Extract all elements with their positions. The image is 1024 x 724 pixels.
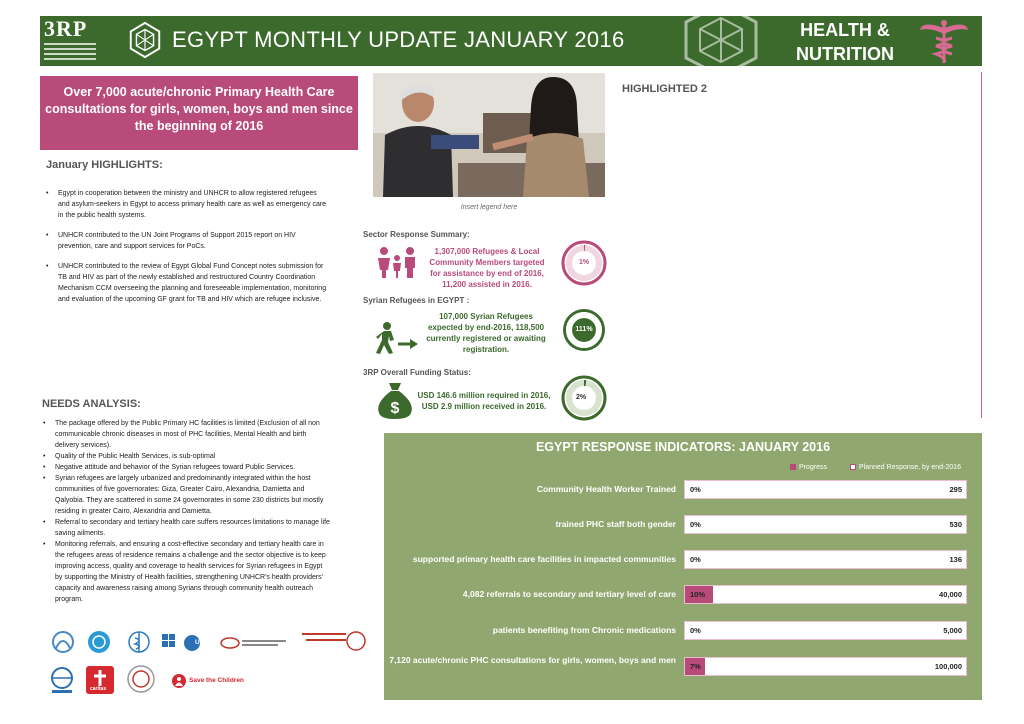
indicator-bar	[684, 621, 967, 640]
svg-text:$: $	[390, 400, 400, 417]
iom-logo-icon	[48, 666, 76, 694]
list-item: • Quality of the Public Health Services, is sub-optimal	[41, 451, 331, 462]
legend-planned-swatch	[850, 464, 856, 470]
indicator-target: 136	[949, 555, 962, 564]
indicator-target: 5,000	[943, 626, 962, 635]
funding-status-text: USD 146.6 million required in 2016, USD 2.9 million received in 2016.	[417, 391, 551, 411]
indicator-row	[384, 657, 982, 677]
indicator-target: 530	[949, 520, 962, 529]
indicator-row	[384, 621, 982, 641]
unhcr-logo-icon	[50, 630, 76, 654]
list-item: • Syrian refugees are largely urbanized and predominantly integrated within the host communities of five governorates: Giza, Greater Cairo, Alexandria, Damietta and Qalyobia. They are scattered in some 24 governorates in some 230 districts but mostly residing in greater Cairo, Alexandria and Damietta.	[41, 473, 331, 517]
indicator-row	[384, 515, 982, 535]
list-item: • Monitoring referrals, and ensuring a cost-effective secondary and tertiary health care in the refugees areas of residence remains a challenge and the sector objective is to keep improving access, quality and coverage to health services for Syrian refugees in Egypt by supporting the Ministry of Health facilities, strengthening UNHCR's health providers' capacity and awareness raising among Syrians through community health outreach program.	[41, 539, 331, 605]
caduceus-icon	[916, 18, 972, 64]
list-item: • Negative attitude and behavior of the Syrian refugees toward Public Services.	[41, 462, 331, 473]
unicef-logo-icon	[86, 630, 112, 654]
funding-status-label: 3RP Overall Funding Status:	[363, 368, 471, 377]
highlighted-2-panel	[618, 72, 982, 418]
list-item: • The package offered by the Public Primary HC facilities is limited (Exclusion of all non communicable chronic diseases in most of PHC facilities, Mental Health and birth delivery services).	[41, 418, 331, 451]
funding-donut-label: 2%	[575, 394, 587, 401]
indicator-percent: 0%	[690, 555, 701, 564]
indicators-title: EGYPT RESPONSE INDICATORS: JANUARY 2016	[535, 440, 831, 454]
needs-title: NEEDS ANALYSIS:	[42, 398, 141, 410]
headline-stat-box: Over 7,000 acute/chronic Primary Health Care consultations for girls, women, boys and men since the beginning of 2016	[40, 76, 358, 150]
3rp-emblem-icon	[126, 21, 164, 59]
indicator-target: 100,000	[934, 662, 962, 671]
indicator-percent: 0%	[690, 485, 701, 494]
syrian-refugees-label: Syrian Refugees in EGYPT :	[363, 296, 470, 305]
legend-progress: Progress	[790, 464, 827, 471]
partner-seal-logo-icon	[126, 664, 156, 694]
highlights-list	[44, 188, 330, 314]
indicator-bar	[684, 550, 967, 569]
indicator-label: 7,120 acute/chronic PHC consultations for girls, women, boys and men	[389, 655, 676, 665]
response-indicators-panel	[384, 433, 982, 700]
unfpa-logo-text: UNFPA	[195, 639, 217, 646]
family-icon	[376, 246, 418, 278]
indicator-label: 4,082 referrals to secondary and tertiary level of care	[462, 589, 676, 599]
indicator-row	[384, 585, 982, 605]
save-the-children-logo-icon	[172, 674, 186, 688]
indicator-label: supported primary health care facilities in impacted communities	[412, 554, 676, 564]
legend-planned: Planned Response, by end-2016	[850, 464, 961, 471]
indicator-bar	[684, 480, 967, 499]
legend-progress-swatch	[790, 464, 796, 470]
indicator-bar	[684, 585, 967, 604]
indicator-percent: 0%	[690, 520, 701, 529]
indicator-percent: 0%	[690, 626, 701, 635]
indicator-percent: 7%	[690, 662, 701, 671]
watermark-emblem-icon	[676, 14, 766, 66]
doctor-patient-photo	[373, 73, 605, 197]
3rp-logo: 3RP	[44, 18, 124, 64]
sector-summary-text: 1,307,000 Refugees & Local Community Members targeted for assistance by end of 2016, 11,200 assisted in 2016.	[429, 247, 545, 289]
person-walking-arrow-icon	[376, 322, 418, 354]
who-logo-icon	[126, 630, 152, 654]
sector-summary-label: Sector Response Summary:	[363, 230, 470, 239]
list-item: • UNHCR contributed to the UN Joint Programs of Support 2015 report on HIV prevention, care and support services for PoCs.	[44, 230, 330, 252]
header-banner	[40, 16, 982, 66]
syrian-refugees-text: 107,000 Syrian Refugees expected by end-2016, 118,500 currently registered or awaiting registration.	[426, 312, 546, 354]
caritas-logo-text: caritas	[90, 686, 107, 692]
indicator-row	[384, 550, 982, 570]
indicator-target: 40,000	[939, 590, 962, 599]
highlights-title: January HIGHLIGHTS:	[46, 159, 163, 171]
list-item: • Referral to secondary and tertiary health care suffers resources limitations to manage life saving ailments.	[41, 517, 331, 539]
money-bag-icon	[375, 381, 415, 419]
indicator-label: Community Health Worker Trained	[536, 484, 676, 494]
sector-donut-label: 1%	[578, 259, 590, 266]
indicator-label: patients benefiting from Chronic medications	[492, 625, 676, 635]
partner-logos	[40, 628, 370, 700]
ministry-of-health-logo-icon	[302, 630, 366, 652]
indicator-percent: 10%	[690, 590, 706, 599]
save-the-children-logo-text: Save the Children	[189, 677, 244, 684]
highlighted-2-title: HIGHLIGHTED 2	[622, 83, 707, 95]
list-item: • UNHCR contributed to the review of Egypt Global Fund Concept notes submission for TB and HIV as part of the newly established and restructured Country Coordination Mechanism CCM overseeing the planning and foreseeable implementation, monitoring and evaluation of the upcoming GF grant for TB and HIV which are refugee inclusive.	[44, 261, 330, 305]
indicator-row	[384, 480, 982, 500]
indicator-bar	[684, 657, 967, 676]
list-item: • Egypt in cooperation between the ministry and UNHCR to allow registered refugees and asylum-seekers in Egypt to access primary health care as well as emergency care in the public health systems.	[44, 188, 330, 221]
partner-logo-red-icon	[220, 636, 288, 650]
photo-caption: Insert legend here	[460, 204, 518, 211]
page-title: EGYPT MONTHLY UPDATE JANUARY 2016	[172, 27, 625, 52]
indicator-label: trained PHC staff both gender	[555, 519, 676, 529]
indicator-bar	[684, 515, 967, 534]
sector-title: HEALTH & NUTRITION	[796, 20, 894, 64]
indicator-target: 295	[949, 485, 962, 494]
needs-list	[41, 418, 331, 605]
syrian-donut-label: 111%	[575, 326, 593, 333]
